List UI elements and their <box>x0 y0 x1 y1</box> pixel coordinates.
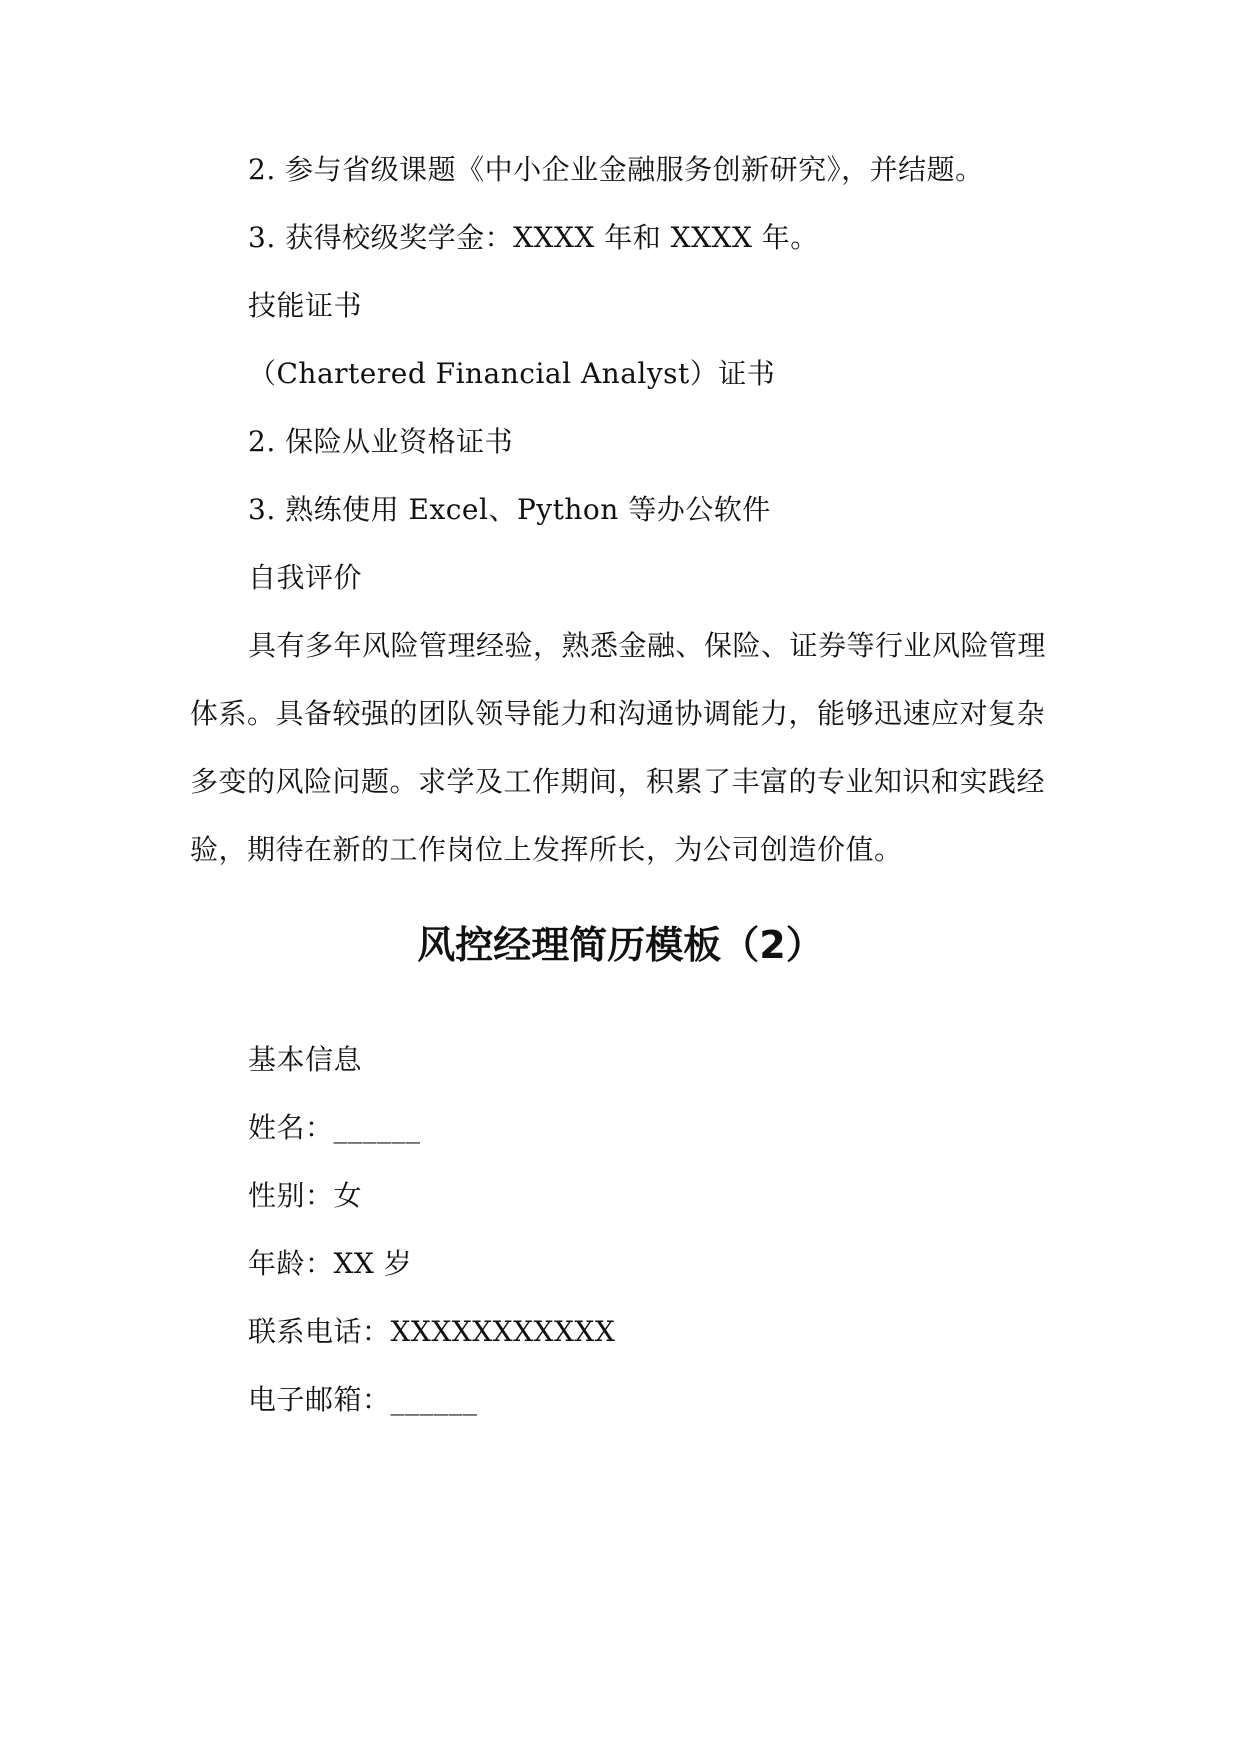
skill-item-3: 3. 熟练使用 Excel、Python 等办公软件 <box>248 493 771 526</box>
email-field: 电子邮箱：______ <box>248 1383 478 1416</box>
self-evaluation-line-1: 具有多年风险管理经验，熟悉金融、保险、证券等行业风险管理 <box>248 629 1047 662</box>
award-item-2: 2. 参与省级课题《中小企业金融服务创新研究》，并结题。 <box>248 153 984 186</box>
award-item-3: 3. 获得校级奖学金：XXXX 年和 XXXX 年。 <box>248 221 819 254</box>
gender-field: 性别：女 <box>248 1179 363 1212</box>
self-evaluation-line-2: 体系。具备较强的团队领导能力和沟通协调能力，能够迅速应对复杂 <box>190 697 1046 730</box>
skills-heading: 技能证书 <box>248 289 363 322</box>
skill-item-1: （Chartered Financial Analyst）证书 <box>248 357 776 390</box>
age-field: 年龄：XX 岁 <box>248 1247 413 1280</box>
phone-field: 联系电话：XXXXXXXXXXX <box>248 1315 616 1348</box>
template-2-title: 风控经理简历模板（2） <box>417 923 824 967</box>
name-field: 姓名：______ <box>248 1111 421 1144</box>
basic-info-heading: 基本信息 <box>248 1043 363 1076</box>
self-evaluation-line-4: 验，期待在新的工作岗位上发挥所长，为公司创造价值。 <box>190 833 903 866</box>
self-evaluation-heading: 自我评价 <box>248 561 363 594</box>
skill-item-2: 2. 保险从业资格证书 <box>248 425 514 458</box>
self-evaluation-line-3: 多变的风险问题。求学及工作期间，积累了丰富的专业知识和实践经 <box>190 765 1046 798</box>
